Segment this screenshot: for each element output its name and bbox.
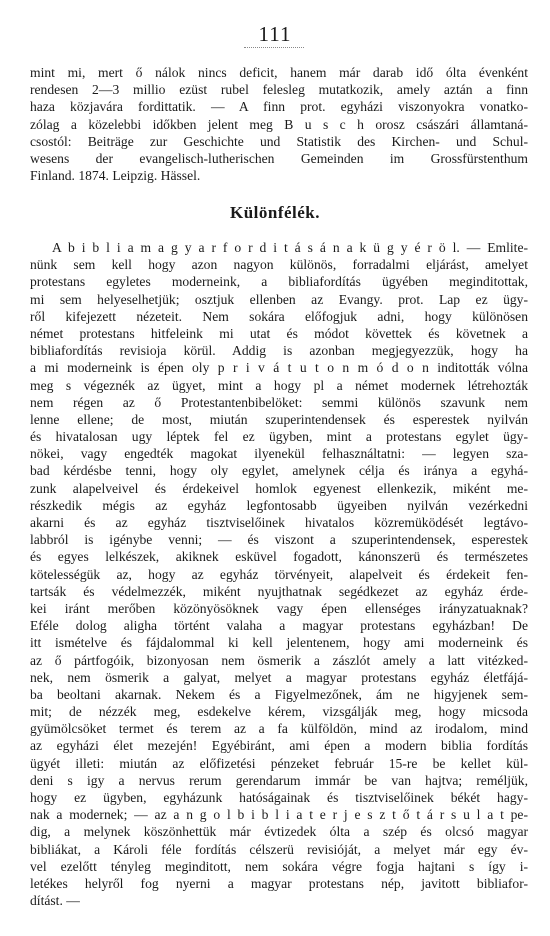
text-line: Finland. 1874. Leipzig. Hässel. — [30, 168, 201, 184]
text-line: bibliákat, a Károli féle fordítás célszerü revisióját, a melyet már egy év- — [30, 841, 528, 857]
text-line: mit; de nézzék meg, esdekelve kérem, vizsgálják meg, hogy micsoda — [30, 704, 528, 720]
text-line: zólag a közelebbi időkben jelent meg B u s c h orosz császári államtaná- — [30, 116, 528, 132]
text-line: tartsák és védelmezzék, miként nyujthatnak segédkezet az egyház érde- — [30, 583, 528, 599]
top-paragraph — [30, 64, 528, 184]
text-line: ba beoltani akarnak. Nekem és a Figyelmezőnek, ám ne higyjenek sem- — [30, 686, 528, 702]
text-line: lenne ellene; de most, miután szuperintendensek és esperestek nyilván — [30, 411, 528, 427]
text-line: kei iránt merőben közönyösöknek vagy épen ellenséges irányzatuaknak? — [30, 600, 528, 616]
text-line: ügyét illeti: miután az előfizetési pénzeket február 15-re be kellet kül- — [30, 755, 528, 771]
text-line: és egyes lelkészek, akiknek esküvel fogadott, kánonszerü és természetes — [30, 549, 528, 565]
text-line: az ő pártfogóik, bizonyosan nem ösmerik a zászlót amely a latt vitézked- — [30, 652, 528, 668]
text-line: mi sem helyeselhetjük; osztjuk ellenben az Evangy. prot. Lap ez ügy- — [30, 291, 528, 307]
text-line: A b i b l i a m a g y a r f o r d i t á s á n a k ü g y é r ö l. — Emlite- — [52, 240, 528, 255]
text-line: dig, a melynek köszönhettük már évtizedek ólta a szép és olcsó magyar — [30, 824, 528, 840]
text-line: nem régen az ő Protestantenbibelöket: semmi különös szavunk nem — [30, 394, 528, 410]
text-line: meg s végeznék az ügyet, mint a hogy pl a német modernek létrehozták — [30, 377, 528, 393]
text-line: labbról is igénybe venni; — és viszont a szuperintendensek, esperestek — [30, 532, 528, 548]
text-line: haza közjavára fordittatik. — A finn prot. egyházi viszonyokra vonatko- — [30, 99, 528, 115]
page-number: 111 — [258, 22, 292, 46]
text-line: nünk sem kell hogy azon nagyon különös, forradalmi eljárást, amelyet — [30, 257, 528, 273]
text-line: német protestans hitfeleink mi utat és módot követtek és követnek a — [30, 325, 528, 341]
text-line: mint mi, mert ő nálok nincs deficit, hanem már darab idő ólta évenként — [30, 65, 528, 80]
text-line: nökei, vagy engedték magokat ilyenekül felhasználtatni: — legyen sza- — [30, 446, 528, 462]
text-line: csostól: Beiträge zur Geschichte und Statistik des Kirchen- und Schul- — [30, 133, 528, 149]
text-line: bad kérdésbe tenni, hogy oly egylet, amelynek célja és iránya a egyhá- — [30, 463, 528, 479]
text-line: nek, nem ösmerik a galyat, melyet a magyar protestans egyház életfájá- — [30, 669, 528, 685]
text-line: gyümölcsöket termet és terem az a fa külföldön, mind az irodalom, mind — [30, 721, 528, 737]
article-paragraph — [30, 239, 528, 909]
text-line: ről kifejezett nézeteit. Nem sokára előfogjuk adni, hogy különösen — [30, 308, 528, 324]
text-line: hogy ez ügyben, egyházunk hatóságainak és tisztviselőinek békét hagy- — [30, 790, 528, 805]
text-line: wesens der evangelisch-lutherischen Gemeinden im Grossfürstenthum — [30, 150, 528, 166]
text-line: letékes helyről fog nyerni a magyar protestans nép, javitott bibliafor- — [30, 875, 528, 891]
text-line: és hivatalosan ugy léptek fel ez ügyben, mint a protestans egylet ügy- — [30, 429, 528, 445]
text-line: vel ezelőtt tényleg meginditott, nem sokára végre fogja hajtani s így i- — [30, 858, 528, 874]
text-line: a mi moderneink is épen oly p r i v á t u t o n m ó d o n inditották vólna — [30, 360, 528, 376]
text-line: bibliafordítás revisioja körül. Addig is azonban megjegyezzük, hogy ha — [30, 343, 528, 359]
text-line: az egyházi élet mezején! Egyébiránt, ami épen a modern biblia fordítás — [30, 738, 528, 754]
text-line: protestans egyletes moderneink, a bibliafordítás ügyében meginditottak, — [30, 274, 528, 290]
text-line: akarni és az egyház tisztviselőinek hivatalos közremüködését legtávo- — [30, 515, 528, 530]
text-line: részkedik mégis az egyház legfontosabb ügyeiben nyilván vezérkedni — [30, 497, 528, 513]
section-title: Különfélék. — [229, 203, 321, 222]
text-line: itt ismételve és fájdalommal ki kell jelentenem, hogy ami moderneink és — [30, 635, 528, 651]
text-line: zunk alapelveivel és érdekeivel homlok egyenest ellenkezik, miként me- — [30, 480, 528, 496]
text-line: rendesen 2—3 millio ezüst rubel felesleg mutatkozik, amely aztán a finn — [30, 82, 528, 98]
text-line: deni s igy a nervus rerum gerendarum immár be van hajtva; reméljük, — [30, 772, 528, 788]
text-line: Eféle dolog aligha történt valaha a magyar protestans egyházban! De — [30, 618, 528, 634]
header-rule — [244, 47, 304, 48]
text-line: dítást. — — [30, 893, 80, 909]
text-line: nak a modernek; — az a n g o l b i b l i a t e r j e s z t ő t á r s u l a t pe- — [30, 807, 528, 823]
text-line: kötelességük az, hogy az egyház törvényeit, alapelveit és érdekeit fen- — [30, 566, 528, 582]
